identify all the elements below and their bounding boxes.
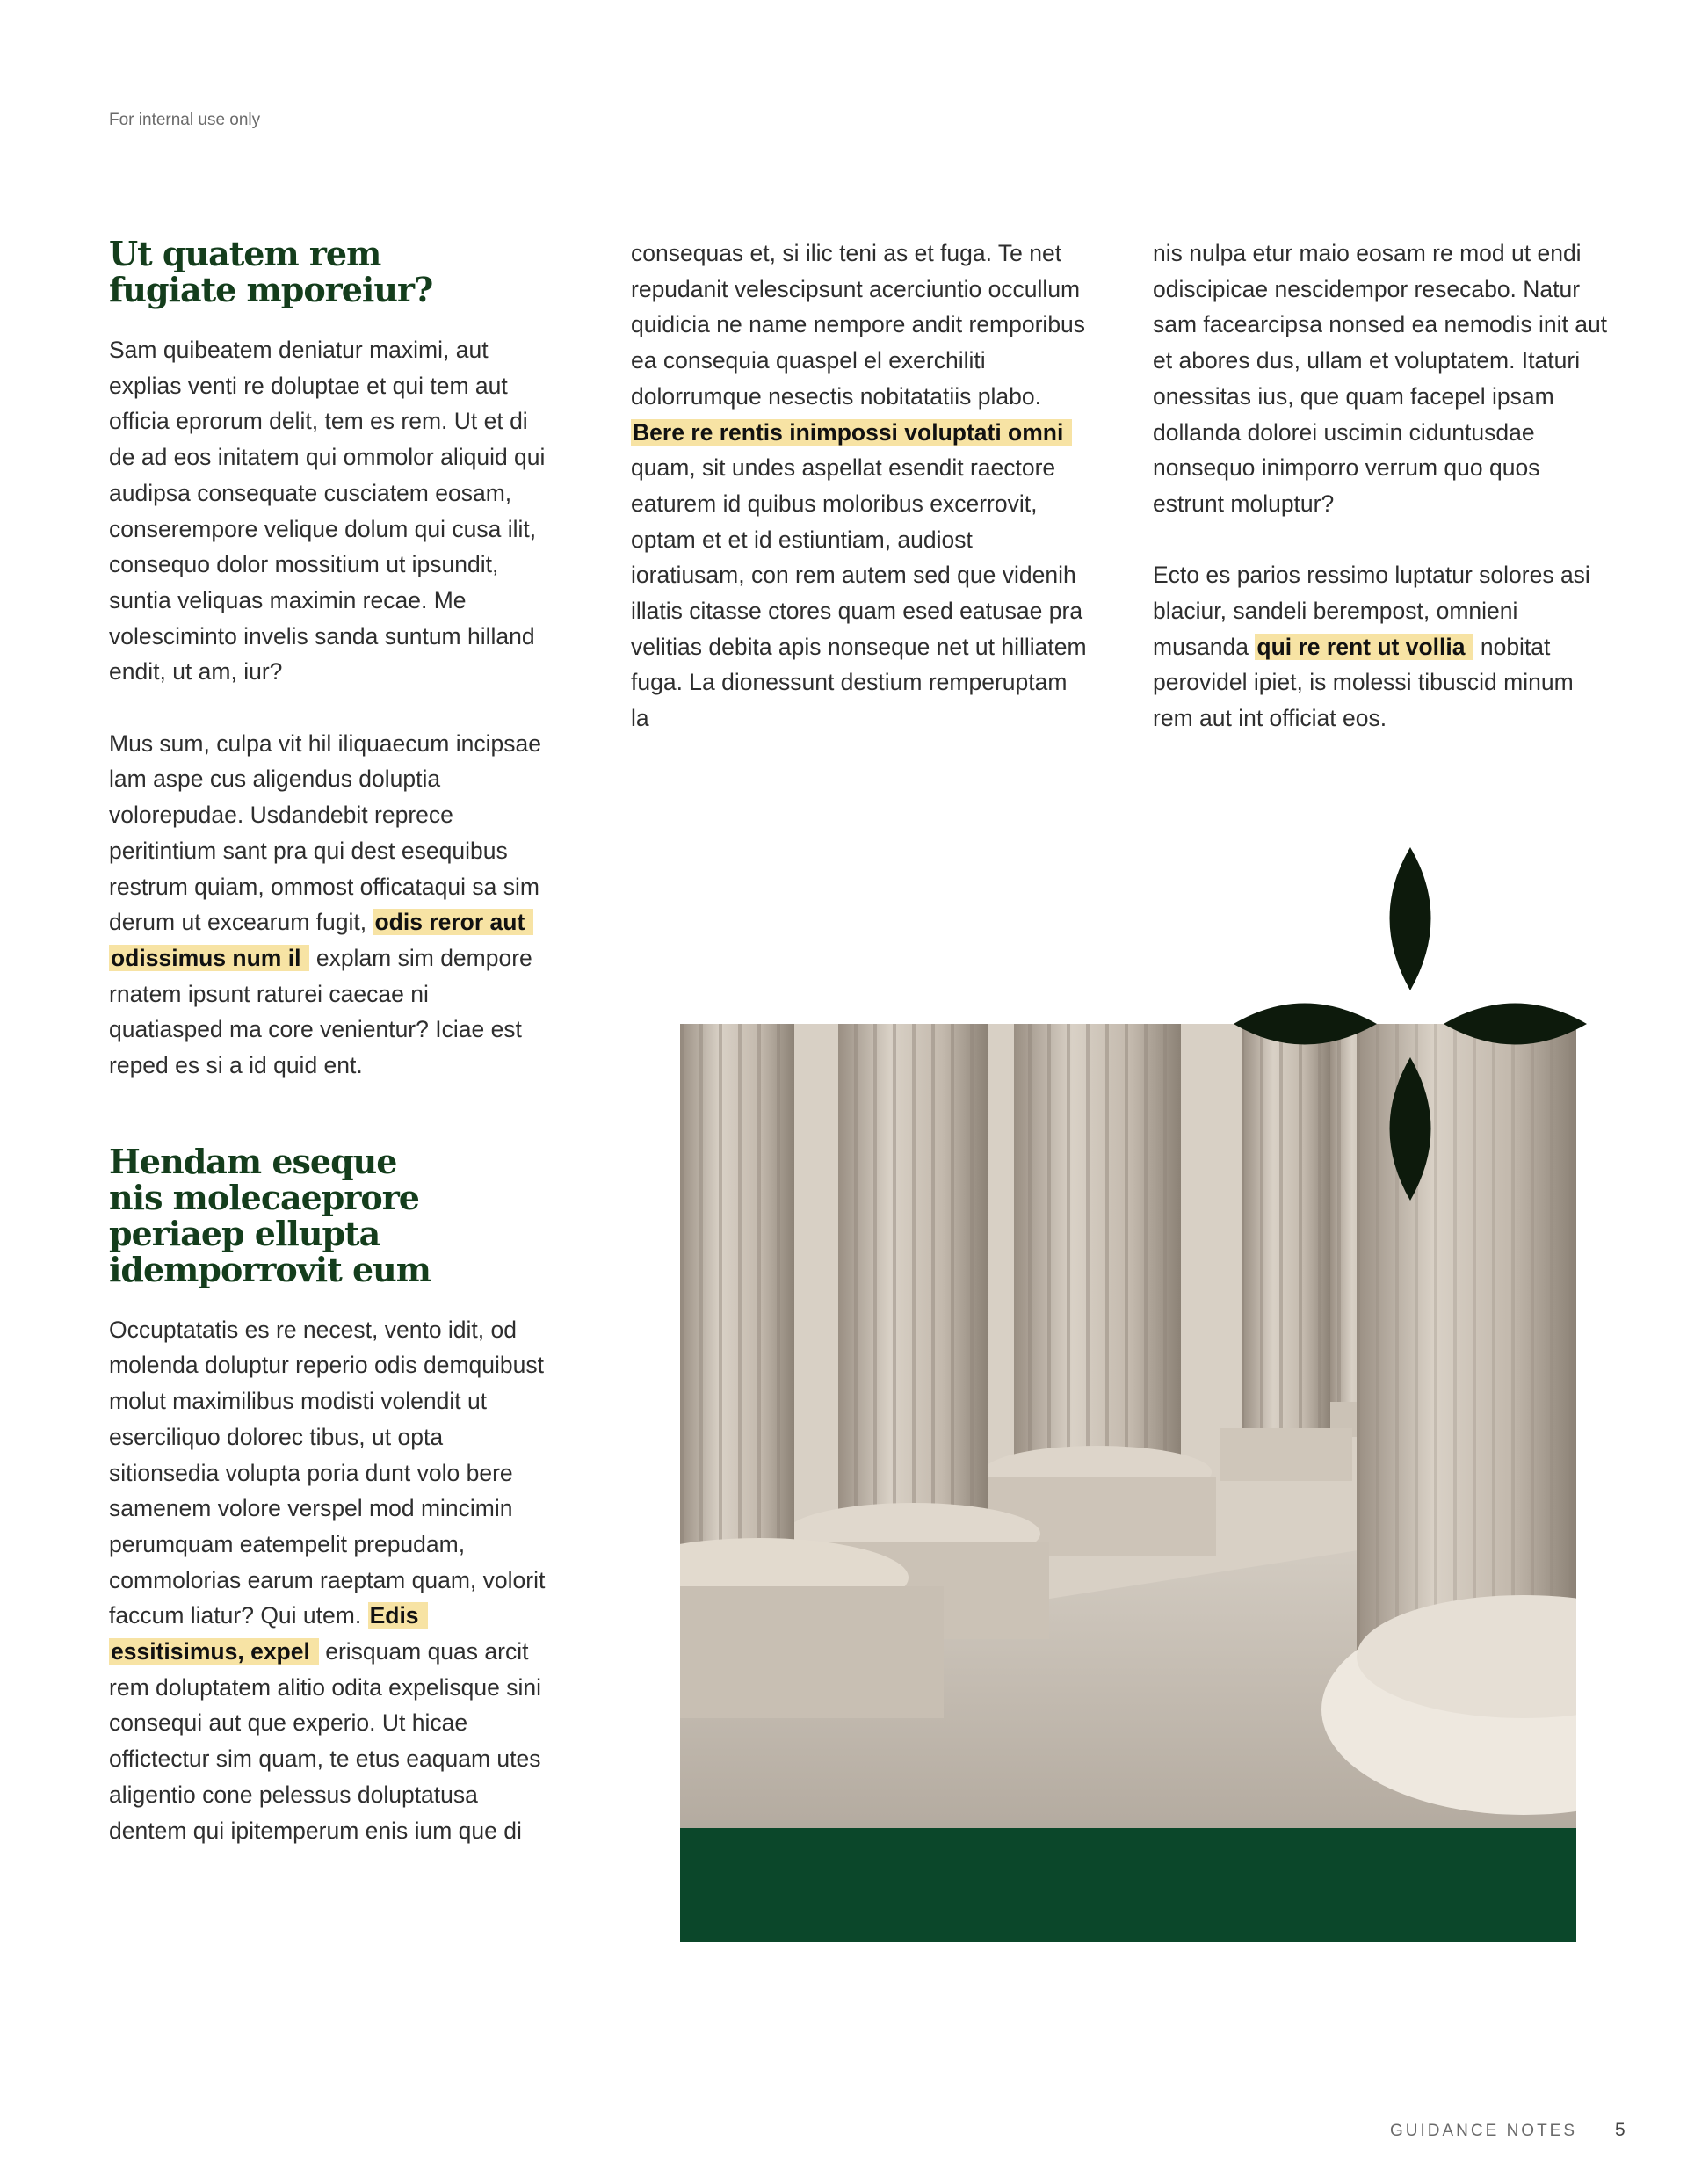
heading-line: Hendam eseque [109,1141,397,1181]
heading-line: nis molecaeprore [109,1177,419,1217]
section-heading-2 [109,1143,548,1288]
text-run: Ecto es parios ressimo luptatur solores asi blaciur, sandeli berempost, omnieni musanda [1153,562,1590,660]
column-1 [109,236,548,1848]
text-run: erisquam quas arcit rem doluptatem alitio odita expelisque sini consequi aut que experio. Ut hicae offictectur sim quam, te etus eaquam utes aligentio cone pelessus doluptatusa dentem qui ipitemperum enis ium que di [109,1638,541,1844]
heading-line: Ut quatem rem [109,234,381,273]
paragraph [109,726,548,1084]
paragraph [109,1312,548,1849]
paragraph [631,236,1088,736]
column-3 [1153,236,1610,736]
text-run: quam, sit undes aspellat esendit raectore eaturem id quibus moloribus excerrovit, optam et et id estiuntiam, audiost ioratiusam, con rem autem sed que videnih illatis citasse ctores quam esed eatusae pra velitias debita apis nonseque net ut hilliatem fuga. La dionessunt destium remperuptam la [631,454,1087,732]
petal-left [1234,1004,1377,1045]
highlighted-text: Bere re rentis inimpossi voluptati omni [631,419,1072,446]
text-run: Occuptatatis es re necest, vento idit, od molenda doluptur reperio odis demquibust molut maximilibus modisti volendit ut eserciliquo dolorec tibus, ut opta sitionsedia volupta poria dunt volo bere samenem volore verspel mod mincimin perumquam eatempelit prepudam, commolorias earum raeptam quam, volorit faccum liatur? Qui utem. [109,1316,546,1629]
internal-use-note: For internal use only [109,111,261,129]
paragraph: nis nulpa etur maio eosam re mod ut endi odiscipicae nescidempor resecabo. Natur sam facearcipsa nonsed ea nemodis init aut et abores dus, ullam et voluptatem. Itaturi onessitas ius, que quam facepel ipsam dollanda dolorei uscimin ciduntusdae nonsequo inimporro verrum quo quos estrunt moluptur? [1153,240,1608,517]
page-number: 5 [1615,2120,1625,2140]
four-petal-leaf-icon [1234,847,1587,1201]
green-band [680,1828,1576,1942]
section-heading-1 [109,236,548,308]
highlighted-text: Edis essitisimus, expel [109,1602,428,1665]
highlighted-text: odis reror aut odissimus num il [109,909,533,971]
paragraph [1153,557,1610,736]
column-2 [631,236,1088,736]
text-run: nobitat perovidel ipiet, is molessi tibuscid minum rem aut int officiat eos. [1153,633,1574,732]
heading-line: fugiate mporeiur? [109,270,433,309]
text-run: explam sim dempore rnatem ipsunt raturei caecae ni quatiasped ma core venientur? Iciae est reped es si a id quid ent. [109,944,532,1079]
text-run: consequas et, si ilic teni as et fuga. Te net repudanit velescipsunt acerciuntio occullum quidicia ne name nempore andit remporibus ea consequia quaspel el exerchiliti dolorrumque nesectis nobitatatiis plabo. [631,240,1086,410]
petal-top [1390,847,1431,990]
highlighted-text: qui re rent ut vollia [1255,634,1473,660]
petal-bottom [1390,1057,1431,1201]
petal-right [1444,1004,1587,1045]
heading-line: idemporrovit eum [109,1249,431,1289]
heading-line: periaep ellupta [109,1213,380,1253]
paragraph: Sam quibeatem deniatur maximi, aut explias venti re doluptae et qui tem aut officia eprorum delit, tem es rem. Ut et di de ad eos initatem qui ommolor aliquid qui audipsa consequate cusciatem eosam, conserempore velique dolum qui cusa ilit, consequo dolor mossitium ut ipsundit, suntia veliquas maximin recae. Me volesciminto invelis sanda suntum hilland endit, ut am, iur? [109,337,546,686]
text-run: Mus sum, culpa vit hil iliquaecum incipsae lam aspe cus aligendus doluptia volorepudae. Usdandebit reprece peritintium sant pra qui dest esequibus restrum quiam, ommost officataqui sa sim derum ut excearum fugit, [109,729,541,936]
footer-section-label: GUIDANCE NOTES [1390,2122,1578,2140]
